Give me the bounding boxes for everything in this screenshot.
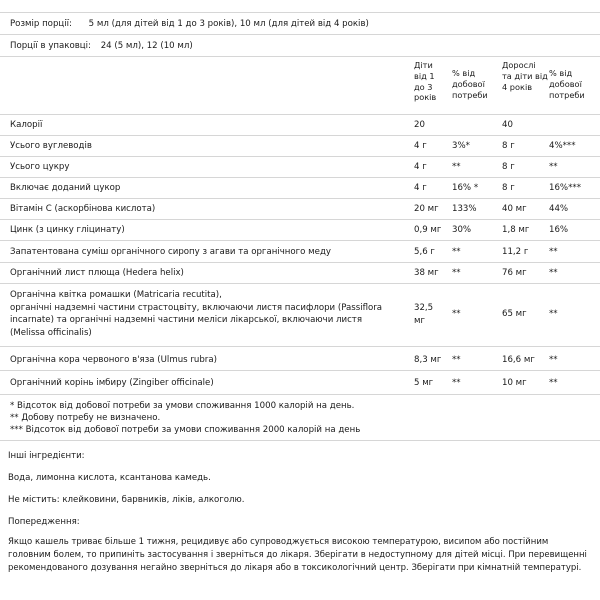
divider <box>0 56 600 57</box>
row-kids-dv: ** <box>452 162 461 172</box>
header-kids-amount <box>414 60 436 103</box>
header-line: добової <box>452 78 485 89</box>
serving-size-row <box>10 18 369 31</box>
row-kids-dv: 16% * <box>452 183 479 193</box>
row-adults-amount: 8 г <box>502 141 515 151</box>
header-adults-dv <box>549 68 585 100</box>
serving-size-label: Розмір порції: <box>10 19 72 29</box>
row-name-line: Органічна квітка ромашки (Matricaria recutita), <box>10 290 222 300</box>
row-adults-dv: ** <box>549 247 558 257</box>
other-ingredients-text: Вода, лимонна кислота, ксантанова камедь. <box>8 473 211 483</box>
row-adults-dv: ** <box>549 378 558 388</box>
row-kids-amount: 4 г <box>414 183 427 193</box>
row-adults-amount: 40 <box>502 120 513 130</box>
row-adults-amount: 8 г <box>502 183 515 193</box>
divider <box>0 177 600 178</box>
row-kids-dv: ** <box>452 355 461 365</box>
row-name: Усього цукру <box>10 162 70 172</box>
row-name-multiline <box>10 289 382 339</box>
amount-line: 32,5 <box>414 303 434 313</box>
row-adults-dv: ** <box>549 268 558 278</box>
row-adults-amount: 1,8 мг <box>502 225 530 235</box>
divider <box>0 370 600 371</box>
row-kids-amount: 4 г <box>414 141 427 151</box>
row-kids-amount: 8,3 мг <box>414 355 442 365</box>
row-name-line: органічні надземні частини страстоцвіту, включаючи листя пасифлори (Passiflora <box>10 302 383 313</box>
row-name: Усього вуглеводів <box>10 141 92 151</box>
divider <box>0 262 600 263</box>
row-adults-amount: 16,6 мг <box>502 355 535 365</box>
row-kids-amount: 5 мг <box>414 378 434 388</box>
footnote: *** Відсоток від добової потреби за умови споживання 2000 калорій на день <box>10 425 361 435</box>
row-adults-amount: 76 мг <box>502 268 527 278</box>
row-name: Органічний корінь імбиру (Zingiber officinale) <box>10 378 214 388</box>
row-kids-amount: 38 мг <box>414 268 439 278</box>
serving-size-value: 5 мл (для дітей від 1 до 3 років), 10 мл (для дітей від 4 років) <box>88 19 369 29</box>
row-name: Калорії <box>10 120 43 130</box>
servings-per-container-value: 24 (5 мл), 12 (10 мл) <box>100 41 193 51</box>
row-name: Органічна кора червоного в'яза (Ulmus rubra) <box>10 355 217 365</box>
row-kids-amount: 20 <box>414 120 425 130</box>
row-kids-dv: 30% <box>452 225 472 235</box>
header-adults-amount <box>502 60 548 92</box>
row-name: Органічний лист плюща (Hedera helix) <box>10 268 184 278</box>
divider <box>0 156 600 157</box>
divider <box>0 219 600 220</box>
row-kids-dv: ** <box>452 378 461 388</box>
header-line: 4 років <box>502 81 533 92</box>
row-name-line: (Melissa officinalis) <box>10 327 92 338</box>
divider <box>0 135 600 136</box>
header-kids-dv <box>452 68 488 100</box>
row-kids-dv: 133% <box>452 204 477 214</box>
row-kids-amount: 20 мг <box>414 204 439 214</box>
header-line: потреби <box>452 89 488 100</box>
amount-line: мг <box>414 315 425 326</box>
row-name: Цинк (з цинку гліцинату) <box>10 225 125 235</box>
row-adults-amount: 10 мг <box>502 378 527 388</box>
servings-per-container-row <box>10 40 193 53</box>
header-line: від 1 <box>414 70 435 81</box>
row-adults-dv: ** <box>549 162 558 172</box>
header-line: Дорослі <box>502 60 536 70</box>
header-line: добової <box>549 78 582 89</box>
row-adults-amount: 65 мг <box>502 309 527 319</box>
row-kids-amount: 5,6 г <box>414 247 435 257</box>
row-adults-amount: 11,2 г <box>502 247 529 257</box>
header-line: потреби <box>549 89 585 100</box>
row-name-line: incarnate) та органічні надземні частини меліси лікарської, включаючи листя <box>10 315 362 326</box>
row-adults-dv: 44% <box>549 204 569 214</box>
row-kids-amount: 0,9 мг <box>414 225 442 235</box>
row-kids-amount <box>414 302 433 327</box>
divider <box>0 34 600 35</box>
header-line: % від <box>549 68 573 78</box>
row-adults-amount: 8 г <box>502 162 515 172</box>
top-border <box>0 12 600 13</box>
row-kids-dv: ** <box>452 247 461 257</box>
footnote: ** Добову потребу не визначено. <box>10 413 161 423</box>
divider <box>0 114 600 115</box>
divider <box>0 283 600 284</box>
row-adults-amount: 40 мг <box>502 204 527 214</box>
warnings-text: Якщо кашель триває більше 1 тижня, рецидивує або супроводжується високою температурою, висипом або постійним головним болем, то припиніть застосування і зверніться до лікаря. Зберігати в недоступному для дітей місці. При перевищенні рекомендованого дозування негайно зверніться до лікаря або в токсикологічний центр. Зберігати при кімнатній температурі. <box>8 537 587 573</box>
row-adults-dv: 16%*** <box>549 183 581 193</box>
servings-per-container-label: Порції в упаковці: <box>10 41 91 51</box>
row-kids-dv: ** <box>452 268 461 278</box>
bottom-border <box>0 440 600 441</box>
header-line: років <box>414 92 437 103</box>
row-name: Включає доданий цукор <box>10 183 121 193</box>
header-line: до 3 <box>414 81 433 92</box>
row-adults-dv: ** <box>549 309 558 319</box>
row-name: Запатентована суміш органічного сиропу з агави та органічного меду <box>10 247 331 257</box>
divider <box>0 346 600 347</box>
row-adults-dv: 16% <box>549 225 569 235</box>
row-name: Вітамін С (аскорбінова кислота) <box>10 204 156 214</box>
footnote: * Відсоток від добової потреби за умови споживання 1000 калорій на день. <box>10 401 355 411</box>
header-line: Діти <box>414 60 433 70</box>
divider <box>0 198 600 199</box>
divider <box>0 240 600 241</box>
free-from-text: Не містить: клейковини, барвників, ліків, алкоголю. <box>8 495 245 505</box>
row-adults-dv: 4%*** <box>549 141 576 151</box>
header-line: та діти від <box>502 70 548 81</box>
warnings-heading: Попередження: <box>8 517 80 527</box>
row-adults-dv: ** <box>549 355 558 365</box>
other-ingredients-heading: Інші інгредієнти: <box>8 451 85 461</box>
header-line: % від <box>452 68 476 78</box>
row-kids-dv: 3%* <box>452 141 470 151</box>
divider <box>0 394 600 395</box>
row-kids-dv: ** <box>452 309 461 319</box>
row-kids-amount: 4 г <box>414 162 427 172</box>
